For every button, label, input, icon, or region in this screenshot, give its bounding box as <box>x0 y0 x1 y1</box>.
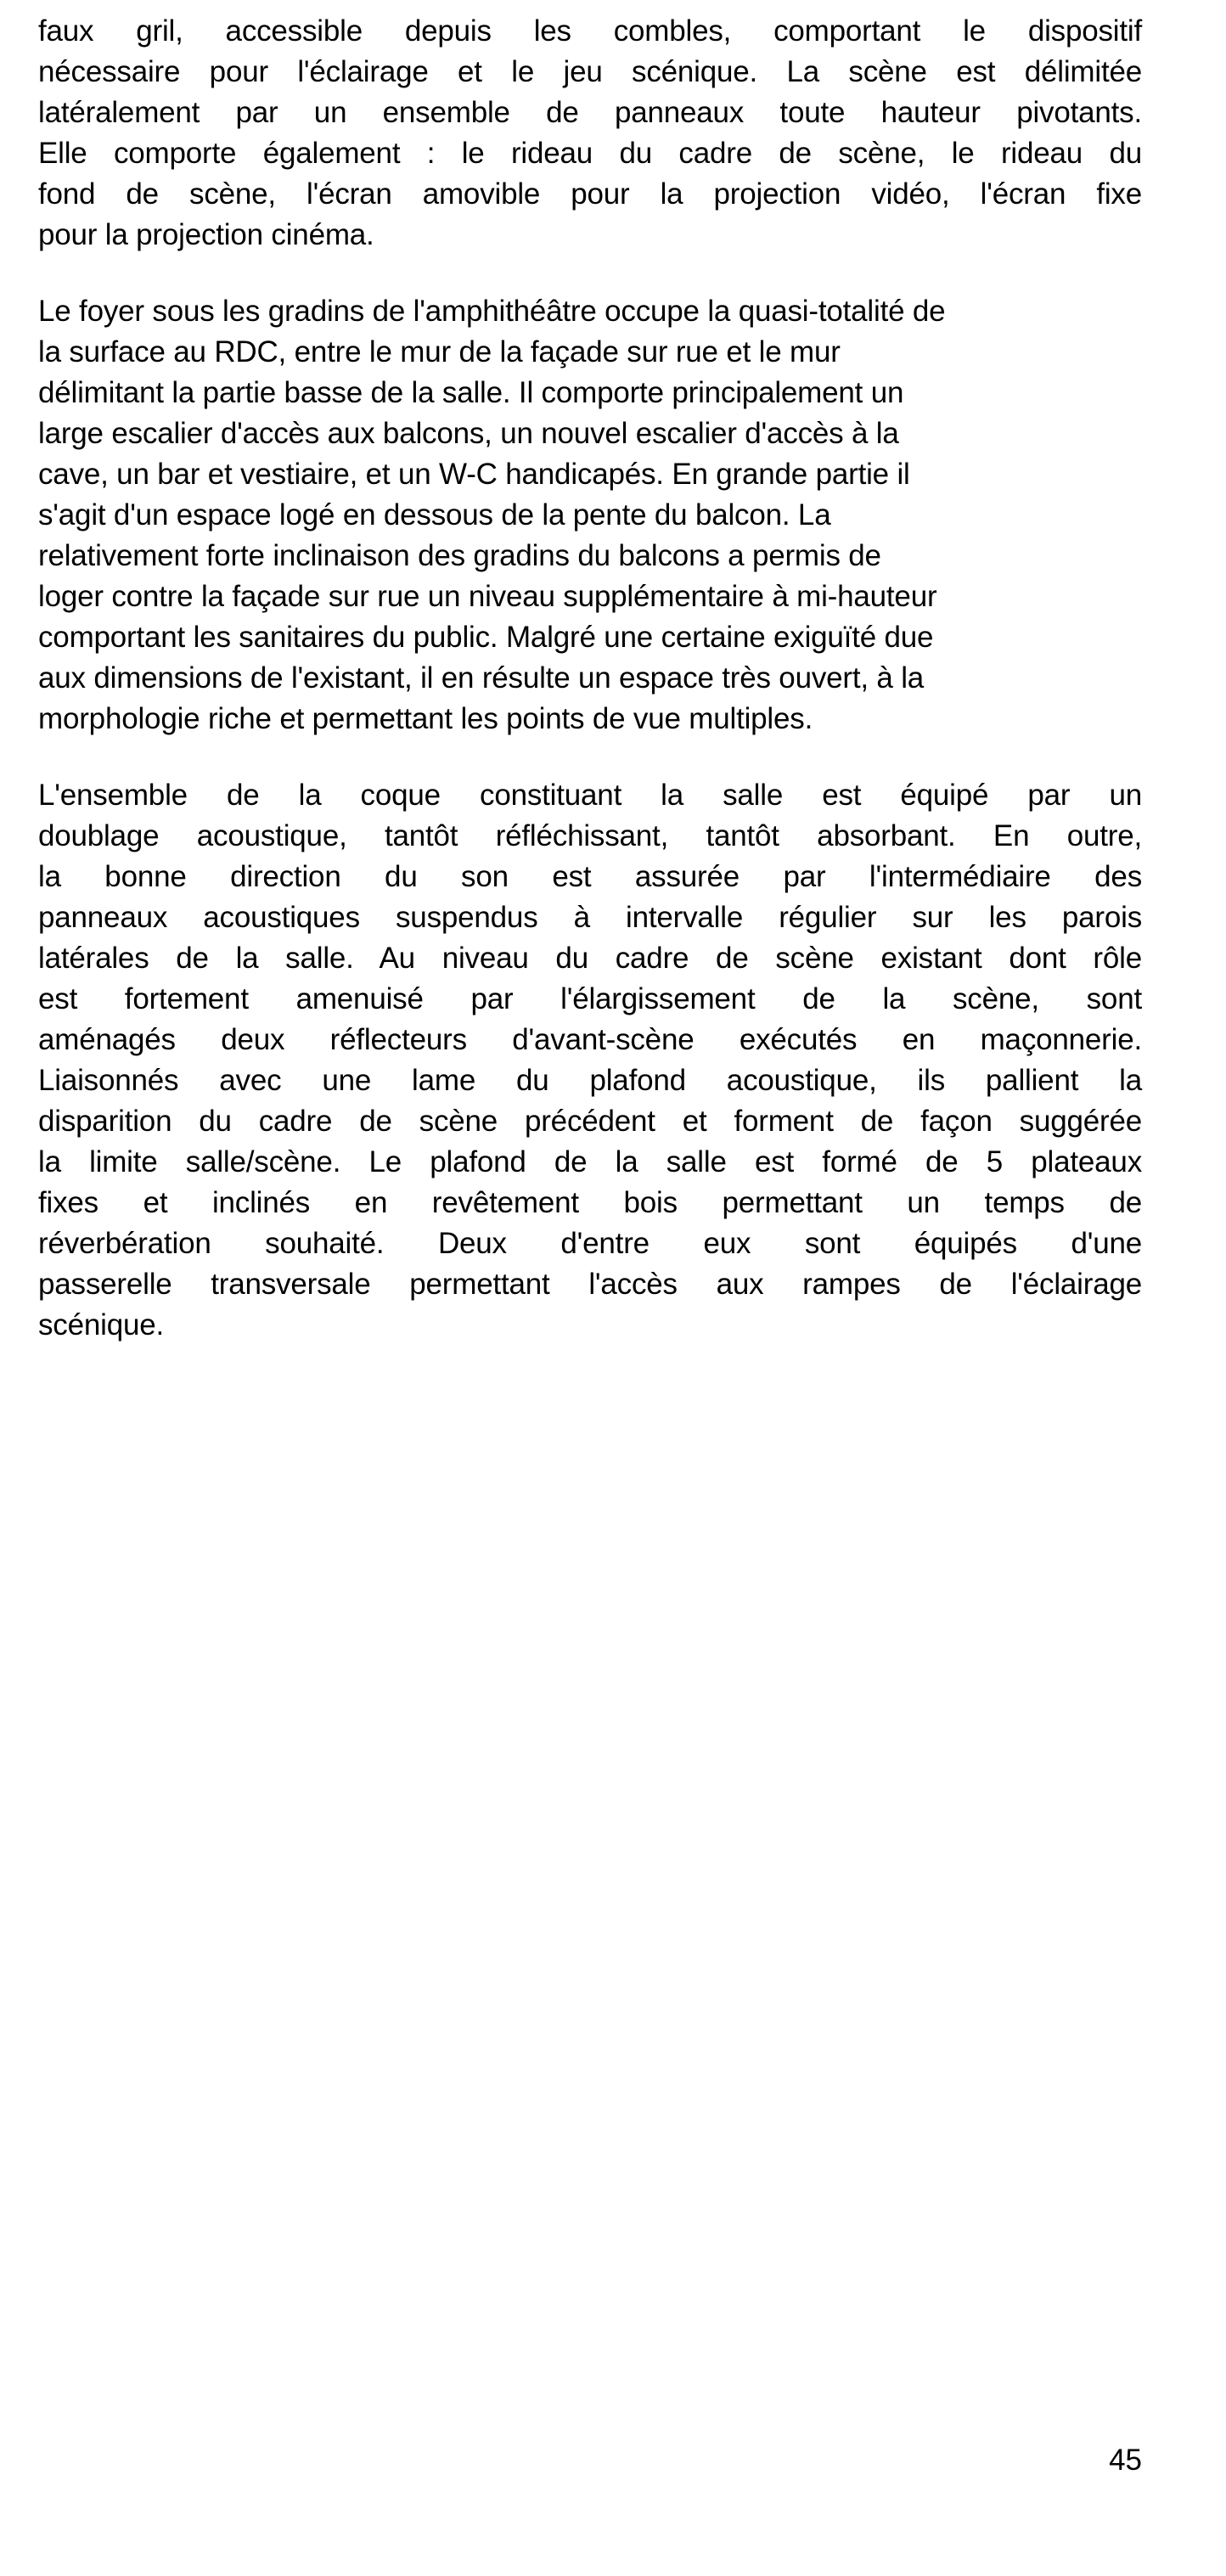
text-line: comportant les sanitaires du public. Malgré une certaine exiguïté due <box>38 621 934 654</box>
text-line: morphologie riche et permettant les points de vue multiples. <box>38 702 813 735</box>
text-line: délimitant la partie basse de la salle. Il comporte principalement un <box>38 376 904 409</box>
text-line: la limite salle/scène. Le plafond de la salle est formé de 5 plateaux <box>38 1145 1142 1178</box>
text-line: latérales de la salle. Au niveau du cadre de scène existant dont rôle <box>38 942 1142 975</box>
text-line: large escalier d'accès aux balcons, un nouvel escalier d'accès à la <box>38 417 899 450</box>
body-text <box>38 11 1142 1346</box>
text-line: s'agit d'un espace logé en dessous de la pente du balcon. La <box>38 498 831 532</box>
paragraph-2 <box>38 291 1142 740</box>
text-line: scénique. <box>38 1308 165 1341</box>
text-line: relativement forte inclinaison des gradins du balcons a permis de <box>38 539 881 572</box>
text-line: est fortement amenuisé par l'élargissement de la scène, sont <box>38 982 1142 1015</box>
text-line: loger contre la façade sur rue un niveau supplémentaire à mi-hauteur <box>38 580 937 613</box>
paragraph-1 <box>38 11 1142 256</box>
text-line: aux dimensions de l'existant, il en résulte un espace très ouvert, à la <box>38 661 925 695</box>
text-line: faux gril, accessible depuis les combles, comportant le dispositif <box>38 14 1142 48</box>
text-line: Le foyer sous les gradins de l'amphithéâtre occupe la quasi-totalité de <box>38 295 946 328</box>
text-line: nécessaire pour l'éclairage et le jeu scénique. La scène est délimitée <box>38 55 1142 88</box>
text-line: panneaux acoustiques suspendus à intervalle régulier sur les parois <box>38 901 1142 934</box>
text-line: doublage acoustique, tantôt réfléchissant, tantôt absorbant. En outre, <box>38 819 1142 852</box>
text-line: la bonne direction du son est assurée par l'intermédiaire des <box>38 860 1142 893</box>
page-number: 45 <box>1109 2444 1142 2477</box>
text-line: pour la projection cinéma. <box>38 218 374 251</box>
text-line: aménagés deux réflecteurs d'avant-scène exécutés en maçonnerie. <box>38 1023 1142 1056</box>
text-line: Liaisonnés avec une lame du plafond acoustique, ils pallient la <box>38 1064 1142 1097</box>
text-line: fixes et inclinés en revêtement bois permettant un temps de <box>38 1186 1142 1219</box>
text-line: disparition du cadre de scène précédent et forment de façon suggérée <box>38 1105 1142 1138</box>
text-line: cave, un bar et vestiaire, et un W-C handicapés. En grande partie il <box>38 458 910 491</box>
text-line: la surface au RDC, entre le mur de la façade sur rue et le mur <box>38 335 841 368</box>
text-line: réverbération souhaité. Deux d'entre eux sont équipés d'une <box>38 1227 1142 1260</box>
text-line: latéralement par un ensemble de panneaux toute hauteur pivotants. <box>38 96 1142 129</box>
paragraph-3 <box>38 775 1142 1346</box>
text-line: fond de scène, l'écran amovible pour la projection vidéo, l'écran fixe <box>38 177 1142 211</box>
text-line: Elle comporte également : le rideau du cadre de scène, le rideau du <box>38 137 1142 170</box>
text-line: passerelle transversale permettant l'accès aux rampes de l'éclairage <box>38 1268 1142 1301</box>
text-line: L'ensemble de la coque constituant la salle est équipé par un <box>38 779 1142 812</box>
